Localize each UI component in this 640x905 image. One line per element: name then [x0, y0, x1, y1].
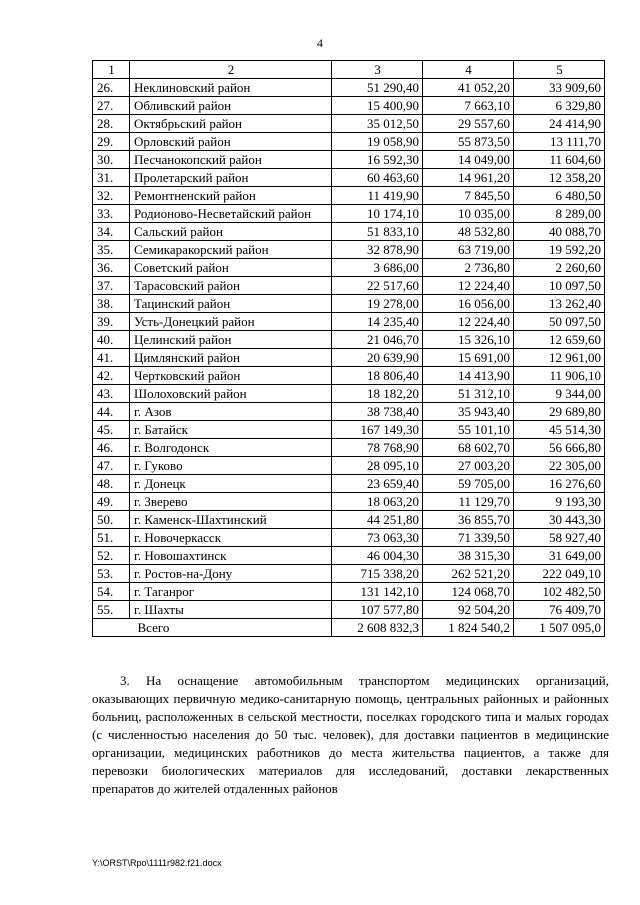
table-row — [93, 403, 605, 421]
region-name: Тарасовский район — [130, 277, 332, 295]
row-number: 38. — [93, 295, 130, 313]
row-number: 28. — [93, 115, 130, 133]
value-col-4: 7 845,50 — [423, 187, 514, 205]
value-col-3: 32 878,90 — [332, 241, 423, 259]
value-col-4: 41 052,20 — [423, 79, 514, 97]
value-col-4: 15 691,00 — [423, 349, 514, 367]
value-col-3: 51 833,10 — [332, 223, 423, 241]
table-row — [93, 133, 605, 151]
region-name: Неклиновский район — [130, 79, 332, 97]
value-col-4: 12 224,40 — [423, 277, 514, 295]
total-value-3: 1 507 095,0 — [514, 619, 605, 637]
table-row — [93, 241, 605, 259]
value-col-4: 14 961,20 — [423, 169, 514, 187]
region-name: Обливский район — [130, 97, 332, 115]
value-col-4: 14 413,90 — [423, 367, 514, 385]
region-name: г. Волгодонск — [130, 439, 332, 457]
value-col-5: 30 443,30 — [514, 511, 605, 529]
column-header-5: 5 — [514, 61, 605, 79]
value-col-4: 55 873,50 — [423, 133, 514, 151]
region-name: Октябрьский район — [130, 115, 332, 133]
value-col-3: 16 592,30 — [332, 151, 423, 169]
value-col-5: 9 344,00 — [514, 385, 605, 403]
value-col-4: 10 035,00 — [423, 205, 514, 223]
value-col-3: 107 577,80 — [332, 601, 423, 619]
value-col-3: 167 149,30 — [332, 421, 423, 439]
budget-table — [92, 60, 605, 637]
value-col-5: 10 097,50 — [514, 277, 605, 295]
row-number: 32. — [93, 187, 130, 205]
value-col-3: 22 517,60 — [332, 277, 423, 295]
value-col-3: 3 686,00 — [332, 259, 423, 277]
region-name: Целинский район — [130, 331, 332, 349]
total-label: Всего — [130, 619, 332, 637]
value-col-4: 262 521,20 — [423, 565, 514, 583]
value-col-3: 73 063,30 — [332, 529, 423, 547]
region-name: Цимлянский район — [130, 349, 332, 367]
row-number: 34. — [93, 223, 130, 241]
value-col-5: 50 097,50 — [514, 313, 605, 331]
value-col-5: 12 961,00 — [514, 349, 605, 367]
row-number: 49. — [93, 493, 130, 511]
row-number: 33. — [93, 205, 130, 223]
table-row — [93, 151, 605, 169]
row-number: 42. — [93, 367, 130, 385]
total-value-1: 2 608 832,3 — [332, 619, 423, 637]
table-row — [93, 97, 605, 115]
value-col-5: 8 289,00 — [514, 205, 605, 223]
table-row — [93, 205, 605, 223]
table-row — [93, 457, 605, 475]
value-col-4: 55 101,10 — [423, 421, 514, 439]
row-number: 44. — [93, 403, 130, 421]
region-name: г. Азов — [130, 403, 332, 421]
value-col-3: 18 063,20 — [332, 493, 423, 511]
value-col-5: 13 111,70 — [514, 133, 605, 151]
value-col-3: 18 182,20 — [332, 385, 423, 403]
total-row — [93, 619, 605, 637]
row-number: 37. — [93, 277, 130, 295]
value-col-5: 102 482,50 — [514, 583, 605, 601]
region-name: Тацинский район — [130, 295, 332, 313]
body-paragraph: 3. На оснащение автомобильным транспортом медицинских организаций, оказывающих первичную медико-санитарную помощь, центральных районных и районных больниц, расположенных в сельской местности, поселках городского типа и малых городах (с численностью населения до 50 тыс. человек), для доставки пациентов в медицинские организации, медицинских работников до места жительства пациентов, а также для перевозки биологических материалов для исследований, доставки лекарственных препаратов до жителей отдаленных районов — [92, 673, 609, 796]
table-row — [93, 565, 605, 583]
value-col-4: 29 557,60 — [423, 115, 514, 133]
value-col-3: 21 046,70 — [332, 331, 423, 349]
value-col-4: 14 049,00 — [423, 151, 514, 169]
row-number: 52. — [93, 547, 130, 565]
table-body — [93, 79, 605, 619]
value-col-3: 28 095,10 — [332, 457, 423, 475]
table-row — [93, 169, 605, 187]
value-col-3: 19 058,90 — [332, 133, 423, 151]
table-row — [93, 547, 605, 565]
row-number: 35. — [93, 241, 130, 259]
value-col-3: 15 400,90 — [332, 97, 423, 115]
value-col-5: 9 193,30 — [514, 493, 605, 511]
value-col-5: 45 514,30 — [514, 421, 605, 439]
value-col-5: 31 649,00 — [514, 547, 605, 565]
table-row — [93, 529, 605, 547]
table-row — [93, 187, 605, 205]
region-name: г. Батайск — [130, 421, 332, 439]
value-col-4: 48 532,80 — [423, 223, 514, 241]
row-number: 53. — [93, 565, 130, 583]
value-col-3: 715 338,20 — [332, 565, 423, 583]
region-name: Семикаракорский район — [130, 241, 332, 259]
value-col-4: 92 504,20 — [423, 601, 514, 619]
value-col-4: 11 129,70 — [423, 493, 514, 511]
region-name: г. Гуково — [130, 457, 332, 475]
value-col-3: 60 463,60 — [332, 169, 423, 187]
column-header-2: 2 — [130, 61, 332, 79]
region-name: г. Ростов-на-Дону — [130, 565, 332, 583]
row-number: 31. — [93, 169, 130, 187]
value-col-3: 20 639,90 — [332, 349, 423, 367]
region-name: Чертковский район — [130, 367, 332, 385]
table-row — [93, 277, 605, 295]
table-row — [93, 493, 605, 511]
region-name: Ремонтненский район — [130, 187, 332, 205]
value-col-3: 78 768,90 — [332, 439, 423, 457]
region-name: Шолоховский район — [130, 385, 332, 403]
row-number: 48. — [93, 475, 130, 493]
value-col-3: 23 659,40 — [332, 475, 423, 493]
table-row — [93, 475, 605, 493]
region-name: Советский район — [130, 259, 332, 277]
table-row — [93, 367, 605, 385]
value-col-4: 36 855,70 — [423, 511, 514, 529]
region-name: г. Новошахтинск — [130, 547, 332, 565]
value-col-4: 35 943,40 — [423, 403, 514, 421]
page-number: 4 — [317, 36, 323, 50]
value-col-5: 12 659,60 — [514, 331, 605, 349]
table-row — [93, 115, 605, 133]
table-row — [93, 295, 605, 313]
value-col-3: 44 251,80 — [332, 511, 423, 529]
value-col-4: 38 315,30 — [423, 547, 514, 565]
row-number: 43. — [93, 385, 130, 403]
row-number: 26. — [93, 79, 130, 97]
value-col-4: 124 068,70 — [423, 583, 514, 601]
total-empty-cell — [93, 619, 130, 637]
value-col-4: 63 719,00 — [423, 241, 514, 259]
region-name: Сальский район — [130, 223, 332, 241]
region-name: г. Зверево — [130, 493, 332, 511]
value-col-5: 29 689,80 — [514, 403, 605, 421]
value-col-5: 2 260,60 — [514, 259, 605, 277]
region-name: г. Новочеркасск — [130, 529, 332, 547]
table-row — [93, 385, 605, 403]
row-number: 30. — [93, 151, 130, 169]
table-row — [93, 313, 605, 331]
table-row — [93, 439, 605, 457]
value-col-3: 38 738,40 — [332, 403, 423, 421]
value-col-3: 14 235,40 — [332, 313, 423, 331]
value-col-5: 222 049,10 — [514, 565, 605, 583]
row-number: 40. — [93, 331, 130, 349]
region-name: г. Каменск-Шахтинский — [130, 511, 332, 529]
value-col-4: 59 705,00 — [423, 475, 514, 493]
table-row — [93, 421, 605, 439]
value-col-5: 11 604,60 — [514, 151, 605, 169]
column-header-1: 1 — [93, 61, 130, 79]
value-col-4: 7 663,10 — [423, 97, 514, 115]
value-col-3: 19 278,00 — [332, 295, 423, 313]
column-header-4: 4 — [423, 61, 514, 79]
value-col-5: 11 906,10 — [514, 367, 605, 385]
value-col-5: 58 927,40 — [514, 529, 605, 547]
value-col-5: 12 358,20 — [514, 169, 605, 187]
row-number: 27. — [93, 97, 130, 115]
table-row — [93, 349, 605, 367]
value-col-5: 24 414,90 — [514, 115, 605, 133]
region-name: Усть-Донецкий район — [130, 313, 332, 331]
row-number: 46. — [93, 439, 130, 457]
value-col-5: 6 329,80 — [514, 97, 605, 115]
value-col-3: 10 174,10 — [332, 205, 423, 223]
value-col-5: 6 480,50 — [514, 187, 605, 205]
row-number: 29. — [93, 133, 130, 151]
value-col-4: 68 602,70 — [423, 439, 514, 457]
table-row — [93, 601, 605, 619]
region-name: Орловский район — [130, 133, 332, 151]
table-row — [93, 511, 605, 529]
value-col-3: 51 290,40 — [332, 79, 423, 97]
value-col-3: 46 004,30 — [332, 547, 423, 565]
region-name: г. Донецк — [130, 475, 332, 493]
value-col-4: 16 056,00 — [423, 295, 514, 313]
column-header-3: 3 — [332, 61, 423, 79]
table-header-row — [93, 61, 605, 79]
value-col-3: 18 806,40 — [332, 367, 423, 385]
value-col-3: 11 419,90 — [332, 187, 423, 205]
value-col-4: 27 003,20 — [423, 457, 514, 475]
value-col-5: 33 909,60 — [514, 79, 605, 97]
value-col-4: 12 224,40 — [423, 313, 514, 331]
value-col-5: 56 666,80 — [514, 439, 605, 457]
table-row — [93, 223, 605, 241]
value-col-5: 19 592,20 — [514, 241, 605, 259]
row-number: 36. — [93, 259, 130, 277]
region-name: г. Шахты — [130, 601, 332, 619]
value-col-4: 15 326,10 — [423, 331, 514, 349]
value-col-3: 131 142,10 — [332, 583, 423, 601]
total-value-2: 1 824 540,2 — [423, 619, 514, 637]
value-col-4: 2 736,80 — [423, 259, 514, 277]
region-name: Песчанокопский район — [130, 151, 332, 169]
table-row — [93, 583, 605, 601]
row-number: 47. — [93, 457, 130, 475]
value-col-3: 35 012,50 — [332, 115, 423, 133]
row-number: 45. — [93, 421, 130, 439]
row-number: 41. — [93, 349, 130, 367]
table-row — [93, 259, 605, 277]
row-number: 54. — [93, 583, 130, 601]
row-number: 39. — [93, 313, 130, 331]
value-col-5: 13 262,40 — [514, 295, 605, 313]
table-row — [93, 331, 605, 349]
value-col-5: 22 305,00 — [514, 457, 605, 475]
row-number: 50. — [93, 511, 130, 529]
value-col-5: 16 276,60 — [514, 475, 605, 493]
region-name: г. Таганрог — [130, 583, 332, 601]
row-number: 55. — [93, 601, 130, 619]
footer-file-path: Y:\ORST\Rpo\1111r982.f21.docx — [92, 858, 222, 868]
region-name: Родионово-Несветайский район — [130, 205, 332, 223]
value-col-5: 76 409,70 — [514, 601, 605, 619]
region-name: Пролетарский район — [130, 169, 332, 187]
value-col-4: 51 312,10 — [423, 385, 514, 403]
value-col-5: 40 088,70 — [514, 223, 605, 241]
value-col-4: 71 339,50 — [423, 529, 514, 547]
table-row — [93, 79, 605, 97]
row-number: 51. — [93, 529, 130, 547]
